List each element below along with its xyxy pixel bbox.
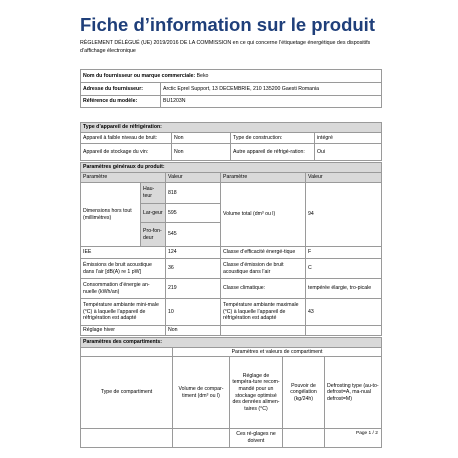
low-noise-value: Non [172, 133, 231, 144]
efficiency-class-value: F [306, 247, 382, 259]
iee-value: 124 [166, 247, 221, 259]
construction-value: intégré [315, 133, 382, 144]
empty-cell [81, 429, 173, 448]
efficiency-class-label: Classe d’efficacité énergé-tique [221, 247, 306, 259]
climate-class-label: Classe climatique: [221, 279, 306, 299]
low-noise-label: Appareil à faible niveau de bruit: [81, 133, 172, 144]
dimensions-label: Dimensions hors tout (millimètres) [81, 183, 141, 247]
supplier-table [80, 69, 382, 108]
min-temperature-value: 10 [166, 299, 221, 326]
defrost-type-label: Defrosting type (au-to-defrost=A, ma-nual defrost=M) [325, 357, 382, 429]
general-parameters-header: Paramètres généraux du produit: [81, 163, 382, 173]
winter-setting-label: Réglage hiver [81, 326, 166, 336]
supplier-name-label: Nom du fournisseur ou marque commerciale: [83, 72, 196, 79]
param-column-header-2: Paramètre [221, 173, 306, 183]
energy-consumption-value: 219 [166, 279, 221, 299]
appliance-type-header: Type d’appareil de réfrigération: [81, 123, 382, 133]
height-label: Hau-teur [141, 183, 166, 204]
temperature-setting-label: Réglage de tempéra-ture recom-mandé pour un stockage optimisé des denrées alimen-taires (°C) [230, 357, 283, 429]
empty-cell [173, 429, 230, 448]
supplier-address-label: Adresse du fournisseur: [81, 83, 161, 96]
temperature-setting-note: Ces ré-glages ne doivent [230, 429, 283, 448]
width-label: Lar-geur [141, 204, 166, 223]
noise-emission-value: 36 [166, 259, 221, 279]
other-appliance-value: Oui [315, 144, 382, 161]
iee-label: IEE [81, 247, 166, 259]
depth-value: 545 [166, 223, 221, 247]
supplier-address-value: Arctic Eprel Support, 13 DECEMBRIE, 210 135200 Gaesti Romania [161, 83, 382, 96]
page-title: Fiche d’information sur le produit [80, 14, 375, 35]
construction-label: Type de construction: [231, 133, 315, 144]
min-temperature-label: Température ambiante mini-male (°C) à laquelle l’appareil de réfrigération est adapté [81, 299, 166, 326]
energy-consumption-label: Consommation d’énergie an-nuelle (kWh/an) [81, 279, 166, 299]
empty-header-cell [81, 348, 173, 357]
noise-emission-label: Émissions de bruit acoustique dans l’air [dB(A) re 1 pW] [81, 259, 166, 279]
supplier-name-cell [81, 70, 382, 83]
empty-cell [283, 429, 325, 448]
max-temperature-label: Température ambiante maximale (°C) à laquelle l’appareil de réfrigération est adapté [221, 299, 306, 326]
value-column-header-2: Valeur [306, 173, 382, 183]
other-appliance-label: Autre appareil de réfrigé-ration: [231, 144, 315, 161]
winter-setting-value: Non [166, 326, 221, 336]
wine-storage-label: Appareil de stockage du vin: [81, 144, 172, 161]
compartment-type-label: Type de compartiment [81, 357, 173, 429]
empty-cell [306, 326, 382, 336]
page-number: Page 1 / 2 [356, 431, 378, 436]
empty-cell [221, 326, 306, 336]
value-column-header: Valeur [166, 173, 221, 183]
climate-class-value: tempérée élargie, tro-picale [306, 279, 382, 299]
general-parameters-table [80, 162, 382, 336]
compartment-parameters-table [80, 337, 382, 448]
regulation-text: RÈGLEMENT DÉLÉGUÉ (UE) 2019/2016 DE LA COMMISSION en ce qui concerne l’étiquetage énergétique des dispositifs d’affichage électronique [80, 40, 371, 54]
depth-label: Pro-fon-deur [141, 223, 166, 247]
total-volume-value: 94 [306, 183, 382, 247]
param-column-header: Paramètre [81, 173, 166, 183]
total-volume-label: Volume total (dm³ ou l) [221, 183, 306, 247]
compartment-volume-label: Volume de compar-timent (dm³ ou l) [173, 357, 230, 429]
supplier-name-value: Beko [196, 72, 209, 79]
height-value: 818 [166, 183, 221, 204]
noise-class-value: C [306, 259, 382, 279]
compartment-parameters-header: Paramètres des compartiments: [81, 338, 382, 348]
compartment-values-header: Paramètres et valeurs de compartiment [173, 348, 382, 357]
max-temperature-value: 43 [306, 299, 382, 326]
wine-storage-value: Non [172, 144, 231, 161]
appliance-type-table [80, 122, 382, 161]
freezing-capacity-label: Pouvoir de congélation (kg/24h) [283, 357, 325, 429]
noise-class-label: Classe d’émission de bruit acoustique dans l’air [221, 259, 306, 279]
model-label: Référence du modèle: [81, 96, 161, 108]
model-value: BU1203N [161, 96, 382, 108]
width-value: 595 [166, 204, 221, 223]
